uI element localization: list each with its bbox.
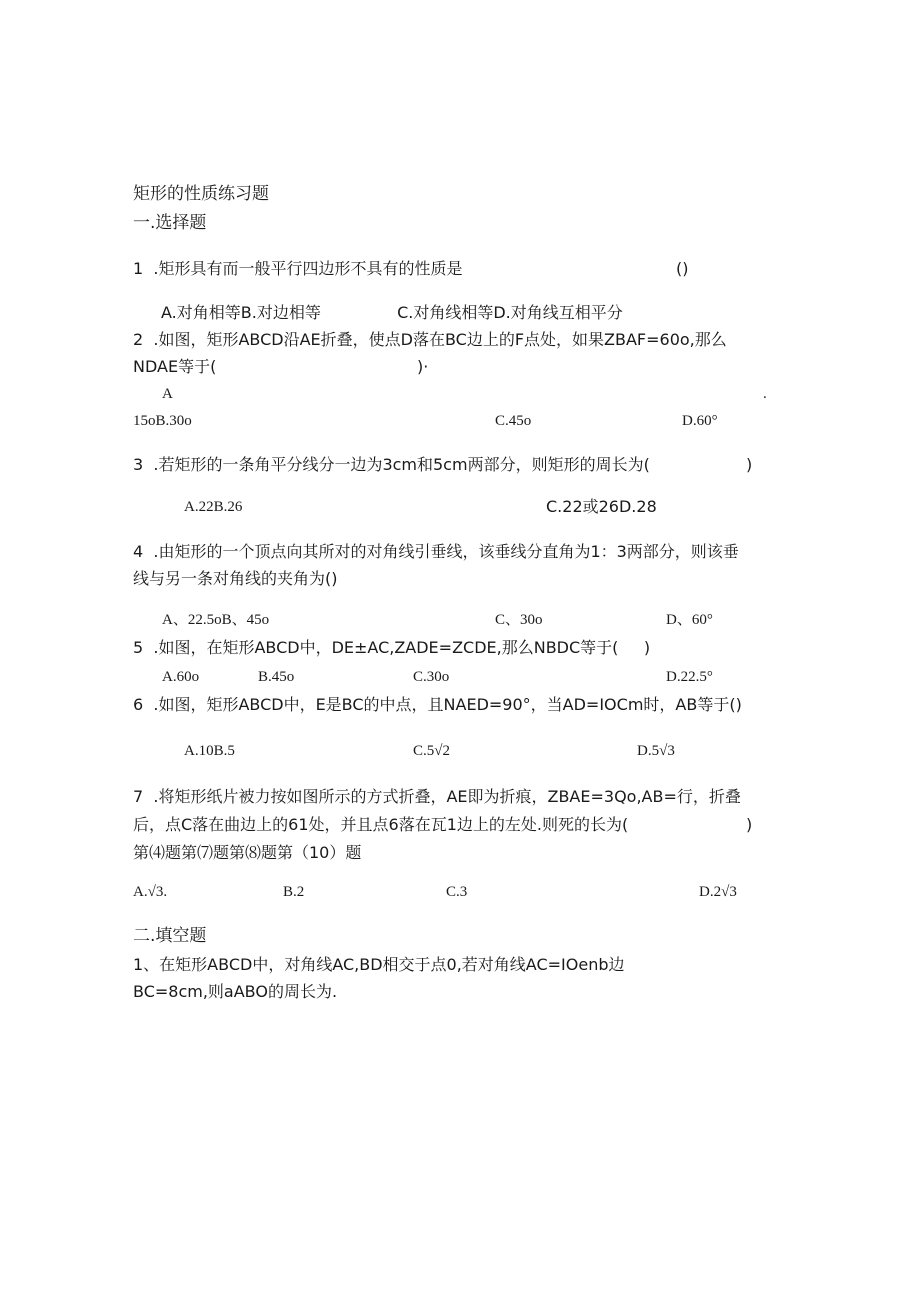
q6-option-c: C.5√2: [413, 743, 450, 759]
q6-option-d: D.5√3: [637, 743, 675, 759]
q2-option-c: C.45o: [495, 413, 532, 429]
q7-option-b: B.2: [283, 884, 305, 900]
q4-stem-line1: 4 .由矩形的一个顶点向其所对的对角线引垂线，该垂线分直角为1：3两部分，则该垂: [133, 542, 739, 561]
section2-heading: 二.填空题: [133, 926, 207, 946]
document-title: 矩形的性质练习题: [133, 184, 269, 204]
q2-stem-line2: NDAE等于(: [133, 357, 217, 376]
q5-option-d: D.22.5°: [666, 669, 713, 685]
q7-stem-line2-close: ): [746, 815, 753, 834]
q2-stray-dot: .: [763, 386, 767, 402]
q7-figure-captions: 第⑷题第⑺题第⑻题第（10）题: [133, 843, 362, 862]
q5-stem: 5 .如图，在矩形ABCD中，DE±AC,ZADE=ZCDE,那么NBDC等于( ): [133, 638, 651, 657]
q3-option-ab: A.22B.26: [184, 499, 243, 515]
q2-stem-line2-close: )·: [417, 357, 429, 376]
q5-option-a: A.60o: [162, 669, 200, 685]
q4-option-d: D、60°: [666, 612, 713, 628]
q2-stem-line1: 2 .如图，矩形ABCD沿AE折叠，使点D落在BC边上的F点处，如果ZBAF=60o,那么: [133, 330, 727, 349]
section1-heading: 一.选择题: [133, 213, 207, 233]
q6-stem: 6 .如图，矩形ABCD中，E是BC的中点，且NAED=90°，当AD=IOCm时，AB等于(): [133, 695, 742, 714]
q7-stem-line1: 7 .将矩形纸片被力按如图所示的方式折叠，AE即为折痕，ZBAE=3Qo,AB=行，折叠: [133, 787, 741, 806]
fill1-line1: 1、在矩形ABCD中，对角线AC,BD相交于点0,若对角线AC=IOenb边: [133, 955, 625, 974]
q3-answer-paren-close: ): [746, 455, 753, 474]
q2-option-d: D.60°: [682, 413, 718, 429]
q7-option-c: C.3: [446, 884, 468, 900]
q7-option-a: A.√3.: [133, 884, 168, 900]
q1-options: A.对角相等B.对边相等 C.对角线相等D.对角线互相平分: [161, 303, 623, 322]
q4-stem-line2: 线与另一条对角线的夹角为(): [133, 569, 338, 588]
q5-option-b: B.45o: [258, 669, 295, 685]
q3-stem: 3 .若矩形的一条角平分线分一边为3cm和5cm两部分，则矩形的周长为(: [133, 455, 650, 474]
q5-option-c: C.30o: [413, 669, 450, 685]
q1-answer-paren: (): [676, 259, 689, 278]
q7-option-d: D.2√3: [699, 884, 737, 900]
q7-stem-line2: 后，点C落在曲边上的61处，并且点6落在瓦1边上的左处.则死的长为(: [133, 815, 629, 834]
q3-option-cd: C.22或26D.28: [546, 497, 657, 516]
q4-option-c: C、30o: [495, 612, 543, 628]
q6-option-ab: A.10B.5: [184, 743, 235, 759]
q2-option-a-letter: A: [162, 386, 173, 402]
q1-stem: 1 .矩形具有而一般平行四边形不具有的性质是: [133, 259, 463, 278]
q2-option-ab: 15oB.30o: [133, 413, 192, 429]
fill1-line2: BC=8cm,则aABO的周长为.: [133, 982, 338, 1001]
q4-option-ab: A、22.5oB、45o: [162, 612, 270, 628]
